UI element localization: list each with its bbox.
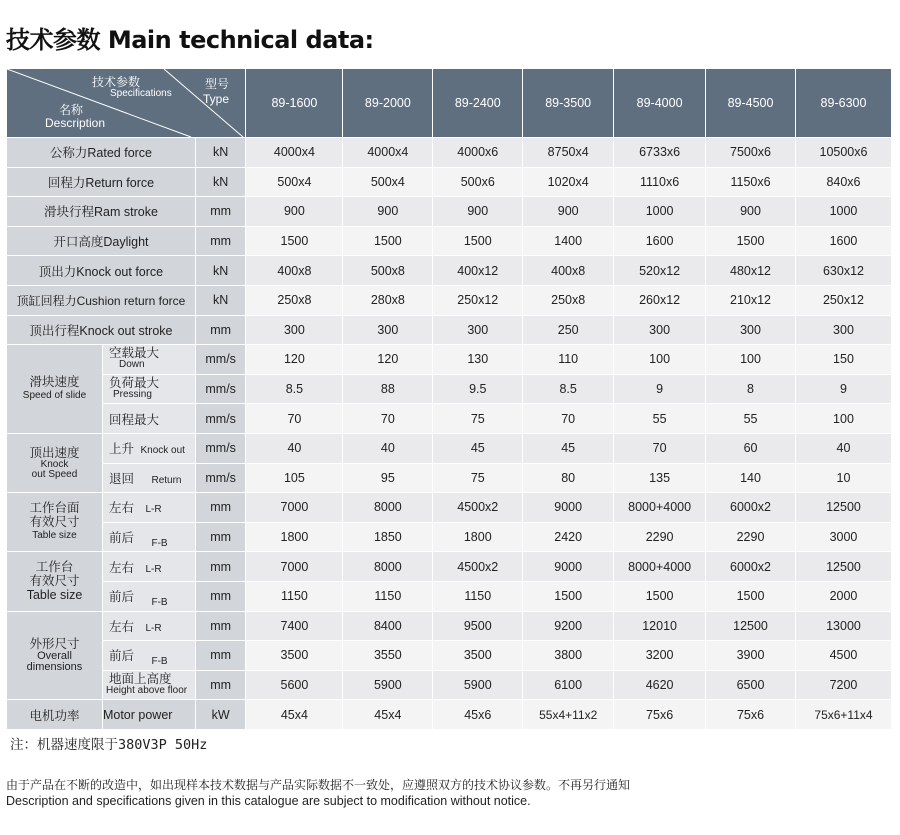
- cell-value: 9500: [433, 611, 523, 641]
- cell-value: 140: [706, 463, 796, 493]
- cell-value: 250x12: [433, 285, 523, 315]
- footer-cn: 由于产品在不断的改造中，如出现样本技术数据与产品实际数据不一致处，应遵照双方的技术协议参数。不再另行通知: [6, 778, 631, 792]
- cell-value: 250x8: [246, 285, 343, 315]
- cell-value: 300: [246, 315, 343, 345]
- cell-value: 5900: [433, 670, 523, 700]
- row-label: 顶出行程Knock out stroke: [7, 315, 196, 345]
- row-unit: mm: [195, 611, 246, 641]
- group-label-en: out Speed: [31, 469, 78, 481]
- group-label-en: Table size: [32, 530, 77, 542]
- cell-value: 40: [246, 433, 343, 463]
- cell-value: 8000+4000: [614, 552, 706, 582]
- row-label: 开口高度Daylight: [7, 226, 196, 256]
- sub-label-en: Height above floor: [105, 684, 188, 696]
- model-header: 89-1600: [246, 69, 343, 138]
- sub-label: [102, 433, 195, 463]
- sub-label: [102, 641, 195, 671]
- row-label: 顶缸回程力Cushion return force: [7, 285, 196, 315]
- table-row: [7, 167, 892, 197]
- group-label-cn: 有效尺寸: [29, 574, 80, 589]
- table-row: [7, 315, 892, 345]
- group-label-slide-speed: [7, 345, 103, 434]
- cell-value: 6000x2: [706, 552, 796, 582]
- cell-value: 3900: [706, 641, 796, 671]
- group-label-cn: 滑块速度: [29, 375, 80, 390]
- sub-label: [102, 463, 195, 493]
- cell-value: 520x12: [614, 256, 706, 286]
- cell-value: 150: [795, 345, 891, 375]
- cell-value: 1500: [523, 581, 614, 611]
- cell-value: 1000: [614, 197, 706, 227]
- cell-value: 70: [343, 404, 433, 434]
- cell-value: 9.5: [433, 374, 523, 404]
- sub-label-en: L-R: [145, 622, 162, 634]
- cell-value: 400x12: [433, 256, 523, 286]
- cell-value: 110: [523, 345, 614, 375]
- table-row: [7, 226, 892, 256]
- row-unit: mm/s: [195, 463, 246, 493]
- cell-value: 60: [706, 433, 796, 463]
- cell-value: 45x4: [343, 700, 433, 730]
- sub-label-cn: 负荷最大: [108, 376, 159, 391]
- cell-value: 8.5: [523, 374, 614, 404]
- cell-value: 1110x6: [614, 167, 706, 197]
- model-header: 89-3500: [523, 69, 614, 138]
- group-label-cn: 工作台面: [29, 501, 80, 516]
- cell-value: 250x12: [795, 285, 891, 315]
- cell-value: 12500: [795, 493, 891, 523]
- cell-value: 8750x4: [523, 138, 614, 168]
- cell-value: 840x6: [795, 167, 891, 197]
- cell-value: 55: [706, 404, 796, 434]
- cell-value: 1850: [343, 522, 433, 552]
- sub-label-en: F-B: [151, 538, 168, 550]
- cell-value: 10500x6: [795, 138, 891, 168]
- cell-value: 100: [706, 345, 796, 375]
- sub-label-cn: 上升: [108, 442, 134, 457]
- cell-value: 88: [343, 374, 433, 404]
- group-label-en: Table size: [26, 588, 83, 603]
- row-unit: mm/s: [195, 404, 246, 434]
- table-row: [7, 522, 892, 552]
- table-row: [7, 433, 892, 463]
- cell-value: 75: [433, 463, 523, 493]
- cell-value: 70: [523, 404, 614, 434]
- group-label-cn: 外形尺寸: [29, 637, 80, 652]
- header-label-cell: [7, 69, 246, 138]
- sub-label: [102, 493, 195, 523]
- cell-value: 6000x2: [706, 493, 796, 523]
- sub-label: [102, 404, 195, 434]
- sub-label-en: L-R: [145, 563, 162, 575]
- header-row: [7, 69, 892, 138]
- table-row: [7, 552, 892, 582]
- cell-value: 3000: [795, 522, 891, 552]
- cell-value: 500x4: [343, 167, 433, 197]
- row-label: 回程力Return force: [7, 167, 196, 197]
- motor-label-en: Motor power: [102, 700, 195, 730]
- header-type-en: Type: [203, 92, 230, 106]
- table-row: [7, 345, 892, 375]
- table-row: [7, 670, 892, 700]
- cell-value: 9: [795, 374, 891, 404]
- cell-value: 8000: [343, 552, 433, 582]
- group-label-knock-speed: [7, 433, 103, 492]
- spec-table: [6, 68, 892, 730]
- cell-value: 6100: [523, 670, 614, 700]
- group-label-table-size-2: [7, 552, 103, 611]
- model-header: 89-4000: [614, 69, 706, 138]
- row-unit: mm: [195, 552, 246, 582]
- cell-value: 300: [706, 315, 796, 345]
- cell-value: 6500: [706, 670, 796, 700]
- cell-value: 1400: [523, 226, 614, 256]
- cell-value: 9000: [523, 493, 614, 523]
- cell-value: 45x6: [433, 700, 523, 730]
- cell-value: 480x12: [706, 256, 796, 286]
- cell-value: 900: [246, 197, 343, 227]
- cell-value: 8000+4000: [614, 493, 706, 523]
- table-row: [7, 700, 892, 730]
- sub-label-en: F-B: [151, 656, 168, 668]
- sub-label-en: Pressing: [112, 389, 152, 401]
- cell-value: 250: [523, 315, 614, 345]
- group-label-cn: 顶出速度: [29, 446, 80, 461]
- motor-label-cn: 电机功率: [7, 700, 103, 730]
- cell-value: 9: [614, 374, 706, 404]
- cell-value: 120: [246, 345, 343, 375]
- cell-value: 2000: [795, 581, 891, 611]
- sub-label-en: Knock out: [140, 445, 185, 457]
- cell-value: 300: [614, 315, 706, 345]
- row-unit: kN: [195, 256, 246, 286]
- cell-value: 8400: [343, 611, 433, 641]
- sub-label-cn: 回程最大: [108, 412, 159, 427]
- group-label-en: dimensions: [26, 661, 83, 674]
- group-label-cn: 工作台: [35, 560, 74, 575]
- table-row: [7, 581, 892, 611]
- cell-value: 2420: [523, 522, 614, 552]
- sub-label: [102, 345, 195, 375]
- sub-label: [102, 670, 195, 700]
- row-unit: mm/s: [195, 374, 246, 404]
- cell-value: 4500: [795, 641, 891, 671]
- cell-value: 12500: [795, 552, 891, 582]
- sub-label-cn: 前后: [108, 590, 134, 605]
- cell-value: 4620: [614, 670, 706, 700]
- cell-value: 105: [246, 463, 343, 493]
- cell-value: 280x8: [343, 285, 433, 315]
- row-unit: mm: [195, 641, 246, 671]
- cell-value: 630x12: [795, 256, 891, 286]
- cell-value: 300: [795, 315, 891, 345]
- cell-value: 13000: [795, 611, 891, 641]
- cell-value: 95: [343, 463, 433, 493]
- row-unit: mm: [195, 493, 246, 523]
- cell-value: 1500: [343, 226, 433, 256]
- cell-value: 55: [614, 404, 706, 434]
- sub-label-en: L-R: [145, 504, 162, 516]
- cell-value: 900: [433, 197, 523, 227]
- group-label-en: Overall: [37, 650, 72, 663]
- sub-label: [102, 522, 195, 552]
- model-header: 89-6300: [795, 69, 891, 138]
- cell-value: 250x8: [523, 285, 614, 315]
- cell-value: 1500: [706, 226, 796, 256]
- cell-value: 75: [433, 404, 523, 434]
- cell-value: 100: [795, 404, 891, 434]
- cell-value: 500x8: [343, 256, 433, 286]
- group-label-dimensions: [7, 611, 103, 700]
- table-row: [7, 374, 892, 404]
- cell-value: 1500: [246, 226, 343, 256]
- cell-value: 1500: [706, 581, 796, 611]
- row-unit: kW: [195, 700, 246, 730]
- cell-value: 8: [706, 374, 796, 404]
- row-label: 顶出力Knock out force: [7, 256, 196, 286]
- cell-value: 4500x2: [433, 552, 523, 582]
- cell-value: 900: [343, 197, 433, 227]
- row-unit: mm: [195, 315, 246, 345]
- group-label-en: Knock: [40, 459, 69, 471]
- cell-value: 75x6: [706, 700, 796, 730]
- row-unit: mm: [195, 197, 246, 227]
- header-name-en: Description: [45, 116, 106, 130]
- sub-label-cn: 前后: [108, 531, 134, 546]
- cell-value: 400x8: [246, 256, 343, 286]
- cell-value: 260x12: [614, 285, 706, 315]
- row-unit: kN: [195, 138, 246, 168]
- cell-value: 1150: [246, 581, 343, 611]
- cell-value: 7400: [246, 611, 343, 641]
- cell-value: 7000: [246, 552, 343, 582]
- cell-value: 8000: [343, 493, 433, 523]
- header-type-cn: 型号: [205, 77, 230, 91]
- cell-value: 75x6: [614, 700, 706, 730]
- cell-value: 4000x4: [343, 138, 433, 168]
- table-row: [7, 197, 892, 227]
- cell-value: 900: [706, 197, 796, 227]
- row-unit: mm: [195, 581, 246, 611]
- header-name-cn: 名称: [59, 103, 84, 117]
- group-label-en: Speed of slide: [22, 390, 87, 402]
- table-row: [7, 463, 892, 493]
- header-spec-en: Specifications: [110, 88, 172, 99]
- cell-value: 5600: [246, 670, 343, 700]
- cell-value: 80: [523, 463, 614, 493]
- table-row: [7, 404, 892, 434]
- cell-value: 900: [523, 197, 614, 227]
- table-row: [7, 611, 892, 641]
- sub-label-en: Return: [151, 474, 182, 486]
- row-unit: mm/s: [195, 345, 246, 375]
- cell-value: 3200: [614, 641, 706, 671]
- model-header: 89-2000: [343, 69, 433, 138]
- cell-value: 75x6+11x4: [795, 700, 891, 730]
- sub-label: [102, 374, 195, 404]
- cell-value: 9200: [523, 611, 614, 641]
- cell-value: 12500: [706, 611, 796, 641]
- cell-value: 70: [246, 404, 343, 434]
- cell-value: 210x12: [706, 285, 796, 315]
- header-spec-cn: 技术参数: [92, 75, 141, 89]
- cell-value: 3500: [433, 641, 523, 671]
- cell-value: 6733x6: [614, 138, 706, 168]
- row-unit: mm/s: [195, 433, 246, 463]
- cell-value: 400x8: [523, 256, 614, 286]
- table-row: [7, 493, 892, 523]
- sub-label-cn: 前后: [108, 649, 134, 664]
- cell-value: 2290: [706, 522, 796, 552]
- cell-value: 7500x6: [706, 138, 796, 168]
- cell-value: 300: [343, 315, 433, 345]
- row-unit: kN: [195, 285, 246, 315]
- model-header: 89-2400: [433, 69, 523, 138]
- cell-value: 1600: [614, 226, 706, 256]
- cell-value: 1800: [246, 522, 343, 552]
- cell-value: 45x4: [246, 700, 343, 730]
- sub-label-cn: 左右: [108, 560, 134, 575]
- cell-value: 1500: [614, 581, 706, 611]
- cell-value: 120: [343, 345, 433, 375]
- cell-value: 7000: [246, 493, 343, 523]
- cell-value: 135: [614, 463, 706, 493]
- sub-label: [102, 581, 195, 611]
- cell-value: 8.5: [246, 374, 343, 404]
- sub-label-cn: 地面上高度: [108, 671, 172, 686]
- cell-value: 12010: [614, 611, 706, 641]
- cell-value: 3500: [246, 641, 343, 671]
- cell-value: 2290: [614, 522, 706, 552]
- table-row: [7, 138, 892, 168]
- sub-label-cn: 空载最大: [108, 346, 159, 361]
- cell-value: 130: [433, 345, 523, 375]
- cell-value: 1500: [433, 226, 523, 256]
- table-row: [7, 641, 892, 671]
- sub-label-en: F-B: [151, 597, 168, 609]
- speed-note: 注：机器速度限于380V3P 50Hz: [10, 737, 208, 753]
- cell-value: 40: [795, 433, 891, 463]
- cell-value: 1600: [795, 226, 891, 256]
- cell-value: 1020x4: [523, 167, 614, 197]
- cell-value: 1150x6: [706, 167, 796, 197]
- sub-label-cn: 左右: [108, 619, 134, 634]
- group-label-cn: 有效尺寸: [29, 515, 80, 530]
- page-title: 技术参数 Main technical data:: [6, 26, 374, 54]
- cell-value: 3550: [343, 641, 433, 671]
- row-unit: mm: [195, 226, 246, 256]
- cell-value: 9000: [523, 552, 614, 582]
- cell-value: 1000: [795, 197, 891, 227]
- sub-label-cn: 左右: [108, 501, 134, 516]
- cell-value: 500x6: [433, 167, 523, 197]
- table-row: [7, 256, 892, 286]
- row-unit: mm: [195, 522, 246, 552]
- cell-value: 4500x2: [433, 493, 523, 523]
- row-label: 公称力Rated force: [7, 138, 196, 168]
- cell-value: 70: [614, 433, 706, 463]
- cell-value: 4000x6: [433, 138, 523, 168]
- row-unit: mm: [195, 670, 246, 700]
- cell-value: 3800: [523, 641, 614, 671]
- row-label: 滑块行程Ram stroke: [7, 197, 196, 227]
- cell-value: 55x4+11x2: [523, 700, 614, 730]
- cell-value: 300: [433, 315, 523, 345]
- sub-label: [102, 611, 195, 641]
- cell-value: 5900: [343, 670, 433, 700]
- cell-value: 45: [433, 433, 523, 463]
- cell-value: 40: [343, 433, 433, 463]
- row-unit: kN: [195, 167, 246, 197]
- cell-value: 500x4: [246, 167, 343, 197]
- cell-value: 45: [523, 433, 614, 463]
- cell-value: 1150: [343, 581, 433, 611]
- sub-label-en: Down: [118, 359, 145, 371]
- sub-label: [102, 552, 195, 582]
- model-header: 89-4500: [706, 69, 796, 138]
- cell-value: 10: [795, 463, 891, 493]
- sub-label-cn: 退回: [108, 471, 134, 486]
- group-label-table-size-1: [7, 493, 103, 552]
- cell-value: 1800: [433, 522, 523, 552]
- cell-value: 7200: [795, 670, 891, 700]
- footer-en: Description and specifications given in this catalogue are subject to modification without notice.: [6, 794, 531, 808]
- cell-value: 100: [614, 345, 706, 375]
- cell-value: 4000x4: [246, 138, 343, 168]
- table-row: [7, 285, 892, 315]
- cell-value: 1150: [433, 581, 523, 611]
